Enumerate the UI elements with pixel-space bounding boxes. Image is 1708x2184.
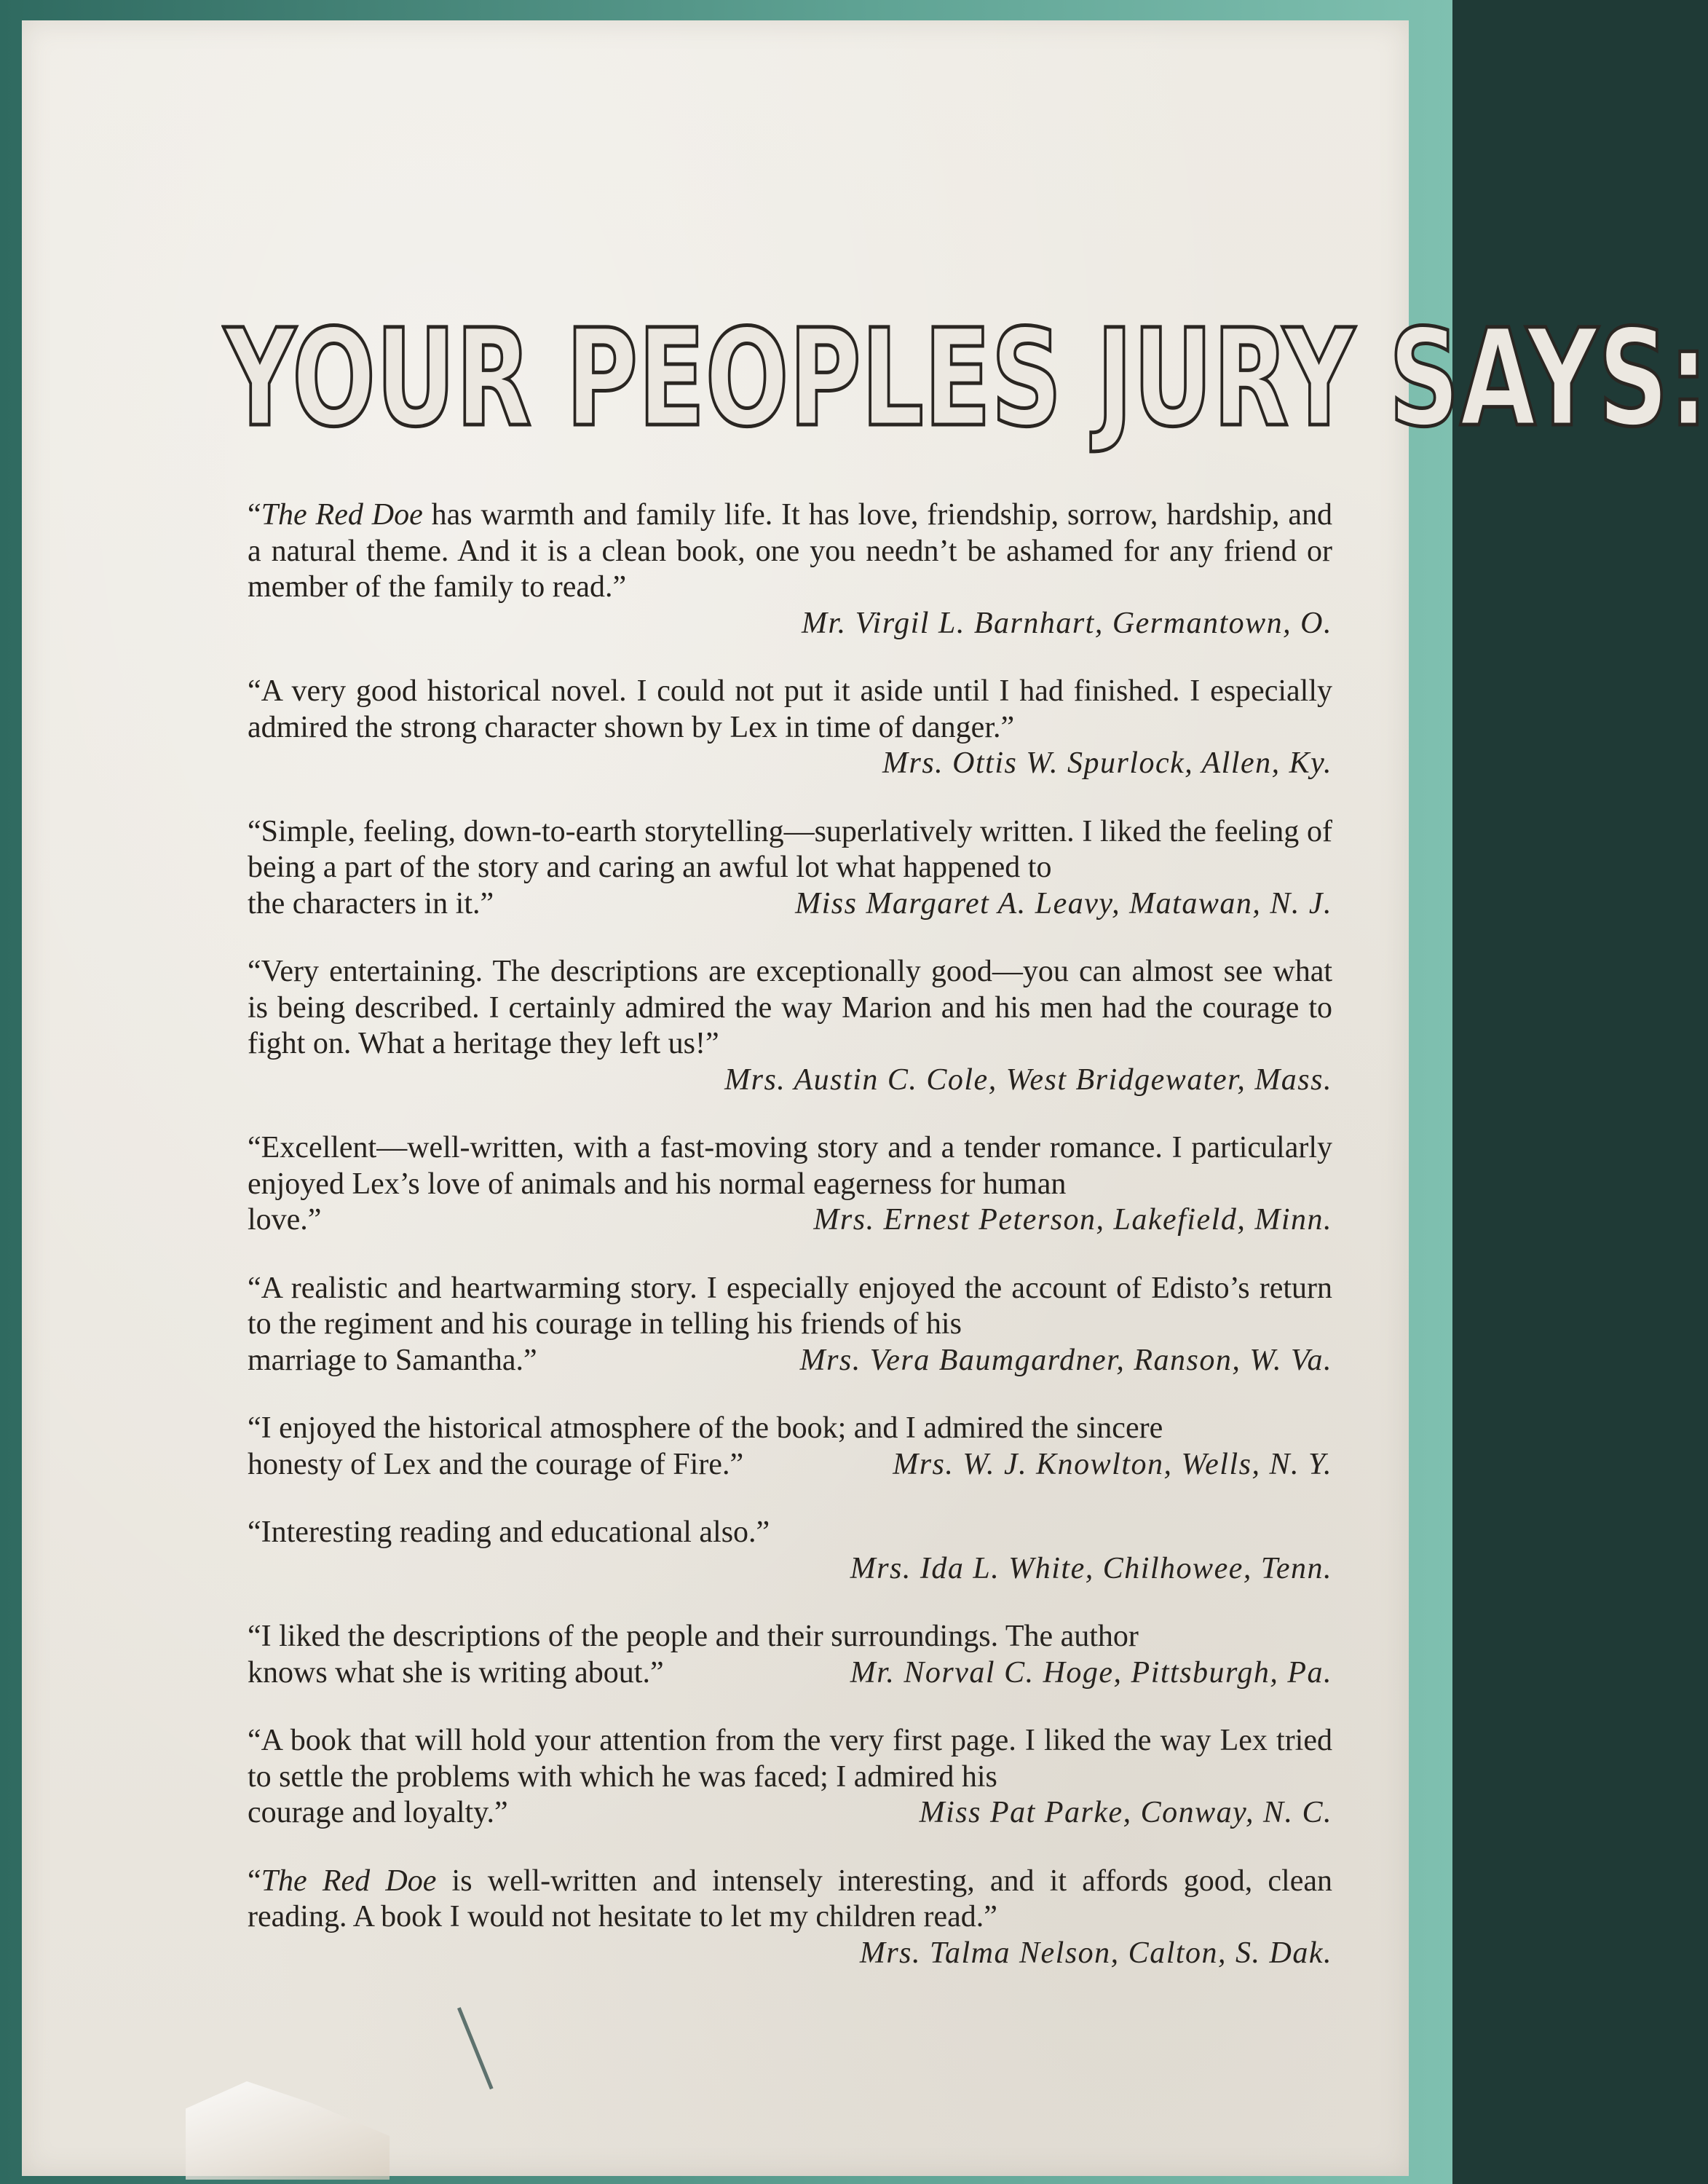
review-item [248, 954, 1332, 1098]
review-last-line [248, 1447, 1332, 1483]
review-item [248, 1723, 1332, 1832]
review-attribution: Mrs. Talma Nelson, Calton, S. Dak. [859, 1936, 1332, 1970]
review-quote-tail: honesty of Lex and the courage of Fire.” [248, 1447, 744, 1481]
review-item [248, 497, 1332, 642]
page-title: YOUR PEOPLES JURY SAYS: [224, 301, 1708, 457]
book-title: The Red Doe [261, 1864, 437, 1898]
review-item [248, 1864, 1332, 1972]
review-attribution: Mrs. Ernest Peterson, Lakefield, Minn. [813, 1203, 1332, 1237]
review-quote: “I enjoyed the historical atmosphere of the book; and I admired the sincere [248, 1411, 1163, 1445]
review-quote-tail: marriage to Samantha.” [248, 1343, 537, 1377]
review-list [248, 497, 1332, 2003]
review-quote: “Simple, feeling, down-to-earth storytelling—superlatively written. I liked the feeling of being a part of the story and caring an awful lot what happened to [248, 814, 1332, 884]
book-jacket-back [22, 20, 1708, 2176]
review-item [248, 674, 1332, 782]
review-item [248, 1515, 1332, 1587]
review-attribution: Mr. Virgil L. Barnhart, Germantown, O. [801, 606, 1332, 640]
review-last-line [248, 1795, 1332, 1832]
review-quote: “I liked the descriptions of the people and their surroundings. The author [248, 1620, 1139, 1653]
review-attribution: Miss Pat Parke, Conway, N. C. [919, 1796, 1332, 1829]
paper-crease [457, 2007, 494, 2089]
review-attribution: Mr. Norval C. Hoge, Pittsburgh, Pa. [850, 1655, 1332, 1690]
review-attribution: Miss Margaret A. Leavy, Matawan, N. J. [795, 886, 1332, 920]
review-last-line [248, 1655, 1332, 1692]
review-item [248, 1619, 1332, 1691]
review-item [248, 1271, 1332, 1379]
review-quote-tail: knows what she is writing about.” [248, 1655, 664, 1690]
review-quote: “The Red Doe has warmth and family life. It has love, friendship, sorrow, hardship, and a natural theme. And it is a clean book, one you needn’t be ashamed for any friend or member of the family to read.” [248, 498, 1332, 604]
review-quote: “Excellent—well-written, with a fast-moving story and a tender romance. I particularly enjoyed Lex’s love of animals and his normal eagerness for human [248, 1131, 1332, 1201]
review-quote: “The Red Doe is well-written and intensely interesting, and it affords good, clean reading. A book I would not hesitate to let my children read.” [248, 1864, 1332, 1933]
review-last-line [248, 886, 1332, 923]
review-attribution: Mrs. Austin C. Cole, West Bridgewater, Mass. [724, 1063, 1332, 1097]
review-item [248, 814, 1332, 923]
review-quote-tail: love.” [248, 1203, 322, 1237]
review-attribution: Mrs. Ottis W. Spurlock, Allen, Ky. [882, 746, 1332, 780]
torn-corner [186, 2070, 390, 2180]
review-quote: “Very entertaining. The descriptions are exceptionally good—you can almost see what is being described. I certainly admired the way Marion and his men had the courage to fight on. What a heritage they left us!” [248, 955, 1332, 1060]
review-attribution: Mrs. Ida L. White, Chilhowee, Tenn. [850, 1551, 1332, 1585]
review-attribution: Mrs. W. J. Knowlton, Wells, N. Y. [893, 1447, 1332, 1481]
review-quote-tail: courage and loyalty.” [248, 1796, 508, 1829]
review-last-line [248, 1343, 1332, 1379]
book-title: The Red Doe [261, 498, 423, 532]
review-attribution: Mrs. Vera Baumgardner, Ranson, W. Va. [799, 1343, 1332, 1377]
review-quote: “A realistic and heartwarming story. I especially enjoyed the account of Edisto’s return to the regiment and his courage in telling his friends of his [248, 1271, 1332, 1341]
review-item [248, 1130, 1332, 1239]
review-quote-tail: the characters in it.” [248, 886, 494, 920]
review-last-line [248, 1202, 1332, 1239]
review-quote: “A book that will hold your attention from the very first page. I liked the way Lex tried to settle the problems with which he was faced; I admired his [248, 1724, 1332, 1794]
review-item [248, 1411, 1332, 1483]
review-quote: “Interesting reading and educational also.” [248, 1515, 770, 1549]
review-quote: “A very good historical novel. I could not put it aside until I had finished. I especially admired the strong character shown by Lex in time of danger.” [248, 674, 1332, 744]
